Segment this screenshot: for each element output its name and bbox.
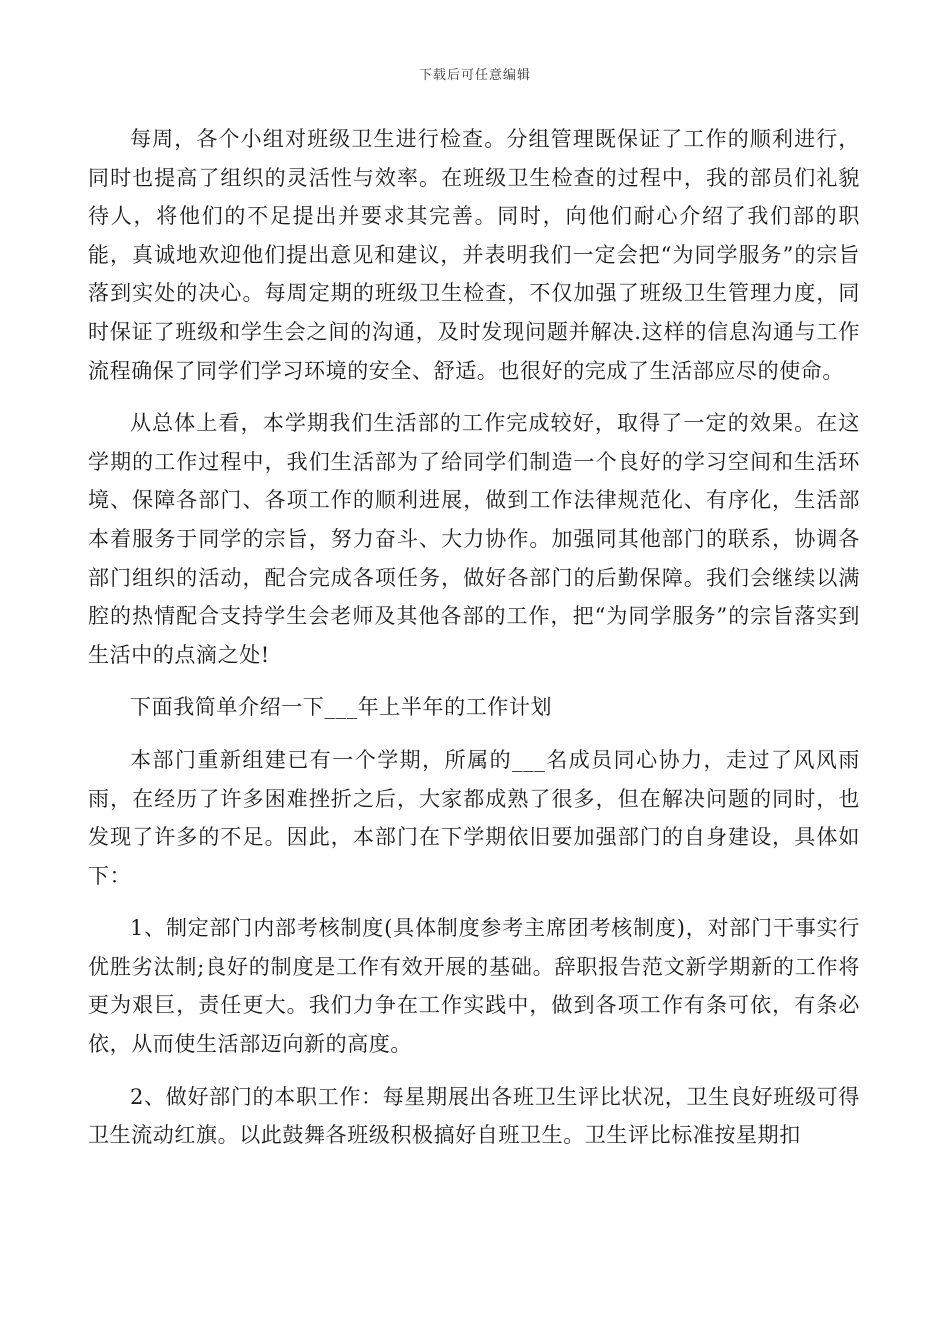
paragraph-department-rebuild: 本部门重新组建已有一个学期，所属的___名成员同心协力，走过了风风雨雨，在经历了许多困难挫折之后，大家都成熟了很多，但在解决问题的同时，也发现了许多的不足。因此，本部门在下学期依旧要加强部门的自身建设，具体如下： (88, 747, 860, 888)
paragraph-item-2: 2、做好部门的本职工作：每星期展出各班卫生评比状况，卫生良好班级可得卫生流动红旗。以此鼓舞各班级积极搞好自班卫生。卫生评比标准按星期扣 (88, 1084, 860, 1148)
paragraph-overall-summary: 从总体上看，本学期我们生活部的工作完成较好，取得了一定的效果。在这学期的工作过程中，我们生活部为了给同学们制造一个良好的学习空间和生活环境、保障各部门、各项工作的顺利进展，做到工作法律规范化、有序化，生活部本着服务于同学的宗旨，努力奋斗、大力协作。加强同其他部门的联系，协调各部门组织的活动，配合完成各项任务，做好各部门的后勤保障。我们会继续以满腔的热情配合支持学生会老师及其他各部的工作，把“为同学服务”的宗旨落实到生活中的点滴之处! (88, 411, 860, 667)
page-header: 下载后可任意编辑 (418, 68, 531, 83)
paragraph-item-1: 1、制定部门内部考核制度(具体制度参考主席团考核制度)，对部门干事实行优胜劣汰制;良好的制度是工作有效开展的基础。辞职报告范文新学期新的工作将更为艰巨，责任更大。我们力争在工作实践中，做到各项工作有条可依，有条必依，从而使生活部迈向新的高度。 (88, 916, 860, 1057)
paragraph-plan-intro: 下面我简单介绍一下___年上半年的工作计划 (130, 695, 553, 720)
paragraph-hygiene-check: 每周，各个小组对班级卫生进行检查。分组管理既保证了工作的顺利进行，同时也提高了组织的灵活性与效率。在班级卫生检查的过程中，我的部员们礼貌待人，将他们的不足提出并要求其完善。同时，向他们耐心介绍了我们部的职能，真诚地欢迎他们提出意见和建议，并表明我们一定会把“为同学服务”的宗旨落到实处的决心。每周定期的班级卫生检查，不仅加强了班级卫生管理力度，同时保证了班级和学生会之间的沟通，及时发现问题并解决.这样的信息沟通与工作流程确保了同学们学习环境的安全、舒适。也很好的完成了生活部应尽的使命。 (88, 127, 860, 383)
document-body (88, 120, 860, 1169)
